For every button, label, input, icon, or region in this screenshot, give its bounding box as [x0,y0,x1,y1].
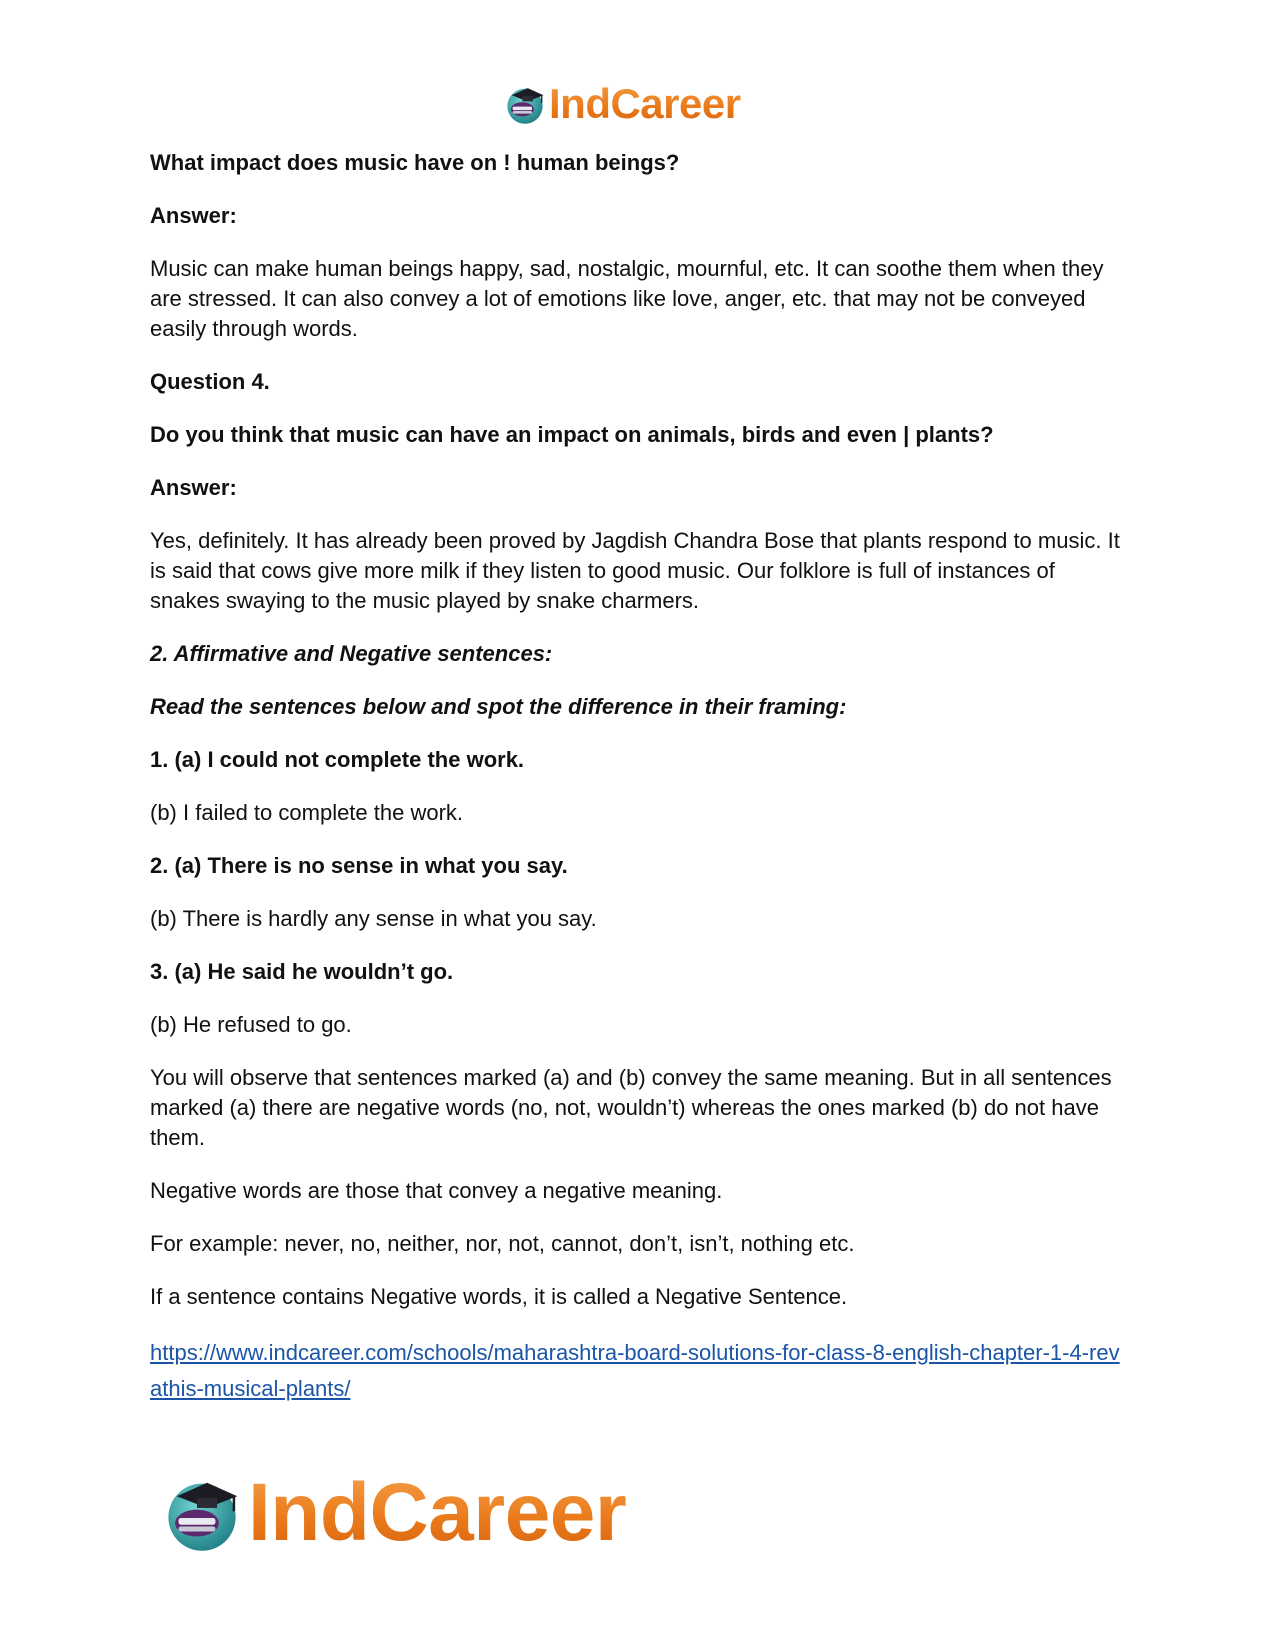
example-sentence: (b) There is hardly any sense in what you say. [150,906,597,931]
example-sentence: 3. (a) He said he wouldn’t go. [150,959,454,984]
section-heading: 2. Affirmative and Negative sentences: [150,641,553,666]
answer-label: Answer: [150,203,237,228]
graduation-cap-globe-icon [503,82,547,126]
section-instruction: Read the sentences below and spot the difference in their framing: [150,694,847,719]
explanation-paragraph: You will observe that sentences marked (a) and (b) convey the same meaning. But in all sentences marked (a) there are negative words (no, not, wouldn’t) whereas the ones marked (b) do not have them. [150,1065,1112,1150]
explanation-paragraph: Negative words are those that convey a negative meaning. [150,1178,723,1203]
source-link[interactable]: https://www.indcareer.com/schools/maharashtra-board-solutions-for-class-8-english-chapter-1-4-revathis-musical-plants/ [150,1340,1120,1401]
answer-paragraph: Music can make human beings happy, sad, nostalgic, mournful, etc. It can soothe them when they are stressed. It can also convey a lot of emotions like love, anger, etc. that may not be conveyed easily through words. [150,256,1104,341]
example-sentence: (b) He refused to go. [150,1012,352,1037]
answer-label: Answer: [150,475,237,500]
question-text: Do you think that music can have an impact on animals, birds and even | plants? [150,422,994,447]
question-text: What impact does music have on ! human beings? [150,150,680,175]
graduation-cap-globe-icon [160,1471,244,1555]
document-body [150,148,1130,1407]
logo-wordmark: IndCareer [549,80,741,127]
answer-paragraph: Yes, definitely. It has already been proved by Jagdish Chandra Bose that plants respond to music. It is said that cows give more milk if they listen to good music. Our folklore is full of instances of snakes swaying to the music played by snake charmers. [150,528,1120,613]
explanation-paragraph: If a sentence contains Negative words, it is called a Negative Sentence. [150,1284,848,1309]
example-sentence: 1. (a) I could not complete the work. [150,747,525,772]
footer-logo [160,1468,626,1558]
explanation-paragraph: For example: never, no, neither, nor, not, cannot, don’t, isn’t, nothing etc. [150,1231,855,1256]
example-sentence: 2. (a) There is no sense in what you say. [150,853,568,878]
example-sentence: (b) I failed to complete the work. [150,800,464,825]
header-logo [503,80,741,128]
question-number: Question 4. [150,369,270,394]
logo-wordmark: IndCareer [248,1467,627,1558]
